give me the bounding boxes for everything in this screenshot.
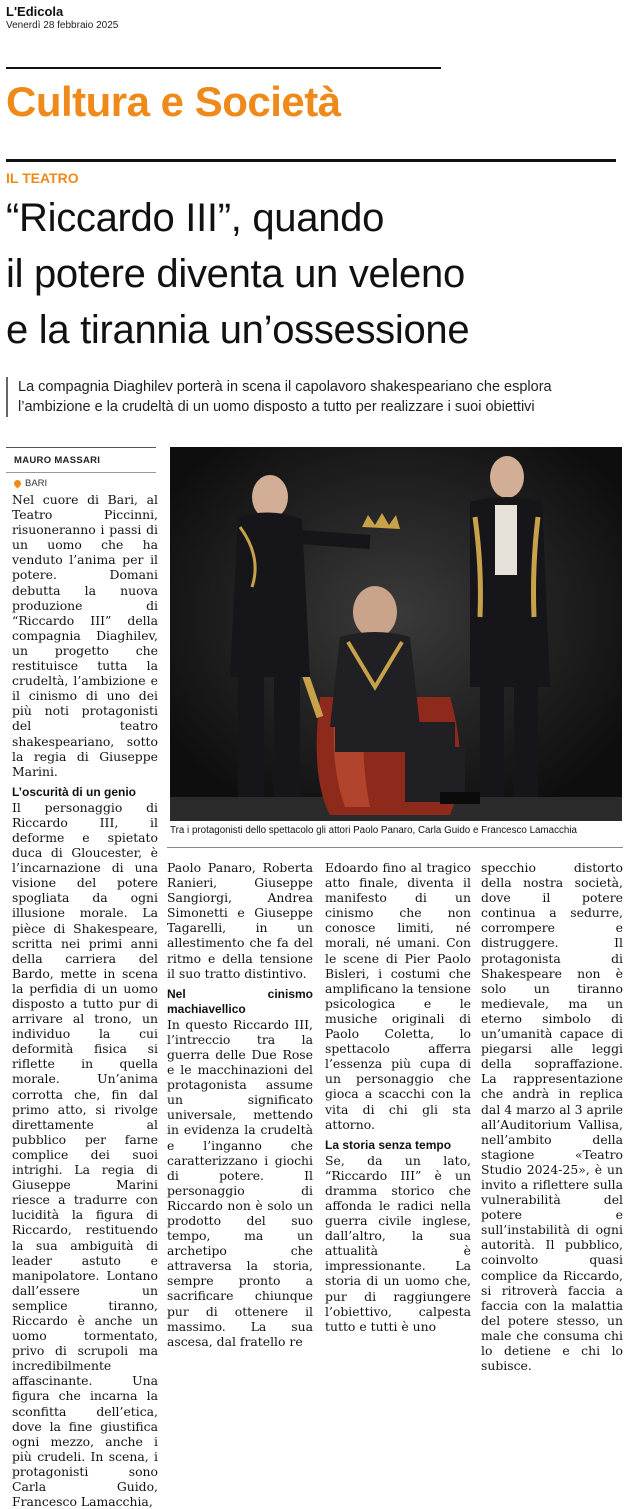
standfirst-line-1: La compagnia Diaghilev porterà in scena il capolavoro shakespeariano che esplora: [18, 379, 552, 395]
stage-photo-illustration: [170, 447, 622, 821]
subheading: La storia senza tempo: [325, 1137, 452, 1152]
byline-author: MAURO MASSARI: [14, 455, 101, 466]
article-column-4: [481, 860, 623, 1374]
section-rule: [6, 159, 616, 162]
kicker: IL TEATRO: [6, 170, 79, 186]
byline-rule: [6, 447, 156, 448]
location-pin-icon: [13, 479, 23, 489]
issue-date: Venerdì 28 febbraio 2025: [6, 20, 119, 31]
section-title: Cultura e Società: [6, 78, 341, 125]
article-paragraph: In questo Riccardo III, l’intreccio tra la guerra delle Due Rose e le macchinazioni del protagonista assume un significato universale, mettendo in evidenza la crudeltà e l’inganno che caratterizzano i giochi di potere. Il personaggio di Riccardo non è solo un prodotto del suo tempo, ma un archetipo che attraversa la storia, sempre pronto a sacrificare chiunque pur di ottenere il massimo. La sua ascesa, dal fratello re: [167, 1016, 313, 1349]
subheading: L’oscurità di un genio: [12, 784, 137, 799]
headline-line-3: e la tirannia un’ossessione: [6, 308, 470, 352]
top-rule: [6, 67, 441, 69]
article-column-1: [12, 492, 158, 1509]
caption-rule: [167, 847, 623, 848]
article-paragraph: Il personaggio di Riccardo III, il deforme e spietato duca di Gloucester, è l’incarnazione di una visione del potere spogliata da ogni illusione morale. La pièce di Shakespeare, scritta nei primi anni della carriera del Bardo, mette in scena la perfidia di un uomo disposto a tutto pur di arrivare al trono, un individuo la cui deformità fisica si riflette in quella morale. Un’anima corrotta che, fin dal primo atto, si rivolge direttamente al pubblico per farne complice dei suoi intrighi. La regia di Giuseppe Marini riesce a tradurre con lucidità la figura di Riccardo, restituendo la sua ambiguità di leader astuto e manipolatore. Lontano dall’essere un semplice tiranno, Riccardo è anche un uomo tormentato, privo di scrupoli ma incredibilmente affascinante. Una figura che incarna la sconfitta dell’etica, dove la fine giustifica ogni mezzo, anche i più crudeli. In scena, i protagonisti sono Carla Guido, Francesco Lamacchia,: [12, 799, 158, 1509]
article-paragraph: Paolo Panaro, Roberta Ranieri, Giuseppe Sangiorgi, Andrea Simonetti e Giuseppe Tagarelli, in un allestimento che fa del ritmo e della tensione il suo tratto distintivo.: [167, 860, 313, 981]
subheading: Nel cinismo machiavellico: [167, 986, 313, 1016]
article-paragraph: Se, da un lato, “Riccardo III” è un dramma storico che affonda le radici nella guerra civile inglese, dall’altro, la sua attualità è impressionante. La storia di un uomo che, pur di raggiungere l’obiettivo, calpesta tutto e tutti è uno: [325, 1152, 471, 1334]
headline-line-1: “Riccardo III”, quando: [6, 196, 385, 240]
standfirst: [6, 377, 626, 417]
headline-line-2: il potere diventa un veleno: [6, 252, 465, 296]
masthead: [6, 4, 118, 31]
stage-photo: [170, 447, 622, 821]
photo-caption: Tra i protagonisti dello spettacolo gli attori Paolo Panaro, Carla Guido e Francesco Lamacchia: [170, 825, 577, 836]
article-paragraph: Nel cuore di Bari, al Teatro Piccinni, risuoneranno i passi di un uomo che ha venduto l’anima per il potere. Domani debutta la nuova produzione di “Riccardo III” della compagnia Diaghilev, un progetto che restituisce tutta la crudeltà, l’ambizione e il cinismo di uno dei più noti protagonisti del teatro shakespeariano, sotto la regia di Giuseppe Marini.: [12, 492, 158, 779]
place-rule: [6, 472, 156, 473]
article-paragraph: specchio distorto della nostra società, dove il potere continua a sedurre, corrompere e distruggere. Il protagonista di Shakespeare non è solo un tiranno medievale, ma un eterno simbolo di un’umanità capace di piegarsi alle leggi della sopraffazione. La rappresentazione che andrà in replica dal 4 marzo al 3 aprile all’Auditorium Vallisa, nell’ambito della stagione «Teatro Studio 2024-25», è un invito a riflettere sulla vulnerabilità del potere e sull’instabilità di ogni autorità. Il pubblico, coinvolto quasi complice da Riccardo, si ritroverà faccia a faccia con la malattia del potere stesso, un male che consuma chi lo detiene e chi lo subisce.: [481, 860, 623, 1374]
article-column-3: [325, 860, 471, 1334]
headline: [6, 190, 626, 358]
newspaper-brand: L'Edicola: [6, 4, 64, 19]
standfirst-line-2: l’ambizione e la crudeltà di un uomo disposto a tutto per realizzare i suoi obiettivi: [18, 399, 535, 415]
byline-place-label: BARI: [25, 478, 48, 489]
article-column-2: [167, 860, 313, 1349]
article-paragraph: Edoardo fino al tragico atto finale, diventa il manifesto di un cinismo che non conosce limiti, né morali, né umani. Con le scene di Pier Paolo Bisleri, i costumi che amplificano la tensione psicologica e le musiche originali di Paolo Coletta, lo spettacolo afferra l’essenza più cupa di un personaggio che gioca a scacchi con la vita di chi gli sta attorno.: [325, 860, 471, 1132]
byline-place: [14, 478, 47, 489]
